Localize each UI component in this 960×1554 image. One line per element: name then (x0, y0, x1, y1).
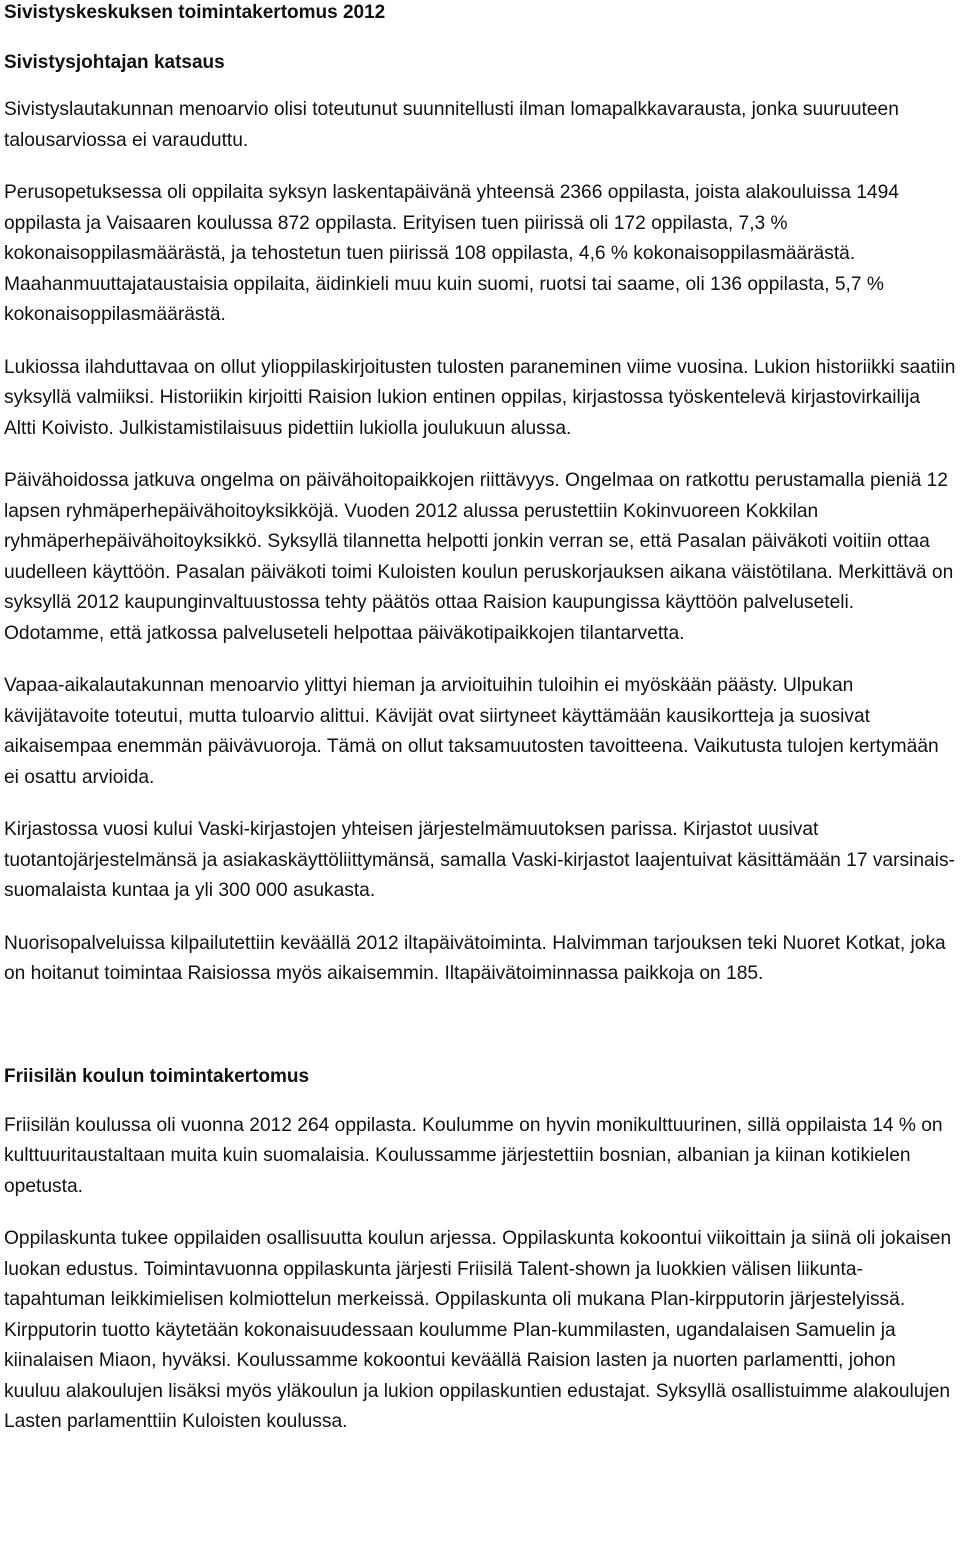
document-title: Sivistyskeskuksen toimintakertomus 2012 (4, 2, 386, 23)
document-page (4, 0, 956, 1438)
paragraph: Sivistyslautakunnan menoarvio olisi toteutunut suunnitellusti ilman lomapalkkavarausta, jonka suuruuteen talousarviossa ei varauduttu. (4, 99, 899, 151)
paragraph: Lukiossa ilahduttavaa on ollut ylioppilaskirjoitusten tulosten paraneminen viime vuosina. Lukion historiikki saatiin syksyllä valmiiksi. Historiikin kirjoitti Raision lukion entinen oppilas, kirjastossa työskentelevä kirjastovirkailija Altti Koivisto. Julkistamistilaisuus pidettiin lukiolla joulukuun alussa. (4, 356, 956, 439)
paragraph: Perusopetuksessa oli oppilaita syksyn laskentapäivänä yhteensä 2366 oppilasta, joista alakouluissa 1494 oppilasta ja Vaisaaren koulussa 872 oppilasta. Erityisen tuen piirissä oli 172 oppilasta, 7,3 % kokonaisoppilasmäärästä, ja tehostetun tuen piirissä 108 oppilasta, 4,6 % kokonaisoppilasmäärästä. Maahanmuuttajataustaisia oppilaita, äidinkieli muu kuin suomi, ruotsi tai saame, oli 136 oppilasta, 5,7 % kokonaisoppilasmäärästä. (4, 182, 899, 325)
paragraph: Oppilaskunta tukee oppilaiden osallisuutta koulun arjessa. Oppilaskunta kokoontui viikoittain ja siinä oli jokaisen luokan edustus. Toimintavuonna oppilaskunta järjesti Friisilä Talent-shown ja luokkien välisen liikunta-tapahtuman leikkimielisen kolmiottelun merkeissä. Oppilaskunta oli mukana Plan-kirpputorin järjestelyissä. Kirpputorin tuotto käytetään kokonaisuudessaan koulumme Plan-kummilasten, ugandalaisen Samuelin ja kiinalaisen Miaon, hyväksi. Koulussamme kokoontui keväällä Raision lasten ja nuorten parlamentti, johon kuuluu alakoulujen lisäksi myös yläkoulun ja lukion oppilaskuntien edustajat. Syksyllä osallistuimme alakoulujen Lasten parlamenttiin Kuloisten koulussa. (4, 1228, 952, 1432)
section-sivistysjohtajan-katsaus (4, 51, 956, 990)
paragraph: Friisilän koulussa oli vuonna 2012 264 oppilasta. Koulumme on hyvin monikulttuurinen, sillä oppilaista 14 % on kulttuuritaustaltaan muita kuin suomalaisia. Koulussamme järjestettiin bosnian, albanian ja kiinan kotikielen opetusta. (4, 1114, 943, 1197)
section-heading: Friisilän koulun toimintakertomus (4, 1065, 310, 1087)
paragraph: Vapaa-aikalautakunnan menoarvio ylittyi hieman ja arvioituihin tuloihin ei myöskään päästy. Ulpukan kävijätavoite toteutui, mutta tuloarvio alittui. Kävijät ovat siirtyneet käyttämään kausikortteja ja suosivat aikaisempaa enemmän päivävuoroja. Tämä on ollut taksamuutosten tavoitteena. Vaikutusta tulojen kertymään ei osattu arvioida. (4, 675, 939, 788)
section-friisilan-koulu (4, 1065, 956, 1438)
paragraph: Päivähoidossa jatkuva ongelma on päivähoitopaikkojen riittävyys. Ongelmaa on ratkottu perustamalla pieniä 12 lapsen ryhmäperhepäivähoitoyksikköjä. Vuoden 2012 alussa perustettiin Kokinvuoreen Kokkilan ryhmäperhepäivähoitoyksikkö. Syksyllä tilannetta helpotti jonkin verran se, että Pasalan päiväkoti voitiin ottaa uudelleen käyttöön. Pasalan päiväkoti toimi Kuloisten koulun peruskorjauksen aikana väistötilana. Merkittävä on syksyllä 2012 kaupunginvaltuustossa tehty päätös ottaa Raision kaupungissa käyttöön palveluseteli. Odotamme, että jatkossa palveluseteli helpottaa päiväkotipaikkojen tilantarvetta. (4, 470, 954, 644)
paragraph: Nuorisopalveluissa kilpailutettiin keväällä 2012 iltapäivätoiminta. Halvimman tarjouksen teki Nuoret Kotkat, joka on hoitanut toimintaa Raisiossa myös aikaisemmin. Iltapäivätoiminnassa paikkoja on 185. (4, 932, 946, 984)
paragraph: Kirjastossa vuosi kului Vaski-kirjastojen yhteisen järjestelmämuutoksen parissa. Kirjastot uusivat tuotantojärjestelmänsä ja asiakaskäyttöliittymänsä, samalla Vaski-kirjastot laajentuivat käsittämään 17 varsinais-suomalaista kuntaa ja yli 300 000 asukasta. (4, 819, 955, 901)
section-heading: Sivistysjohtajan katsaus (4, 52, 225, 73)
